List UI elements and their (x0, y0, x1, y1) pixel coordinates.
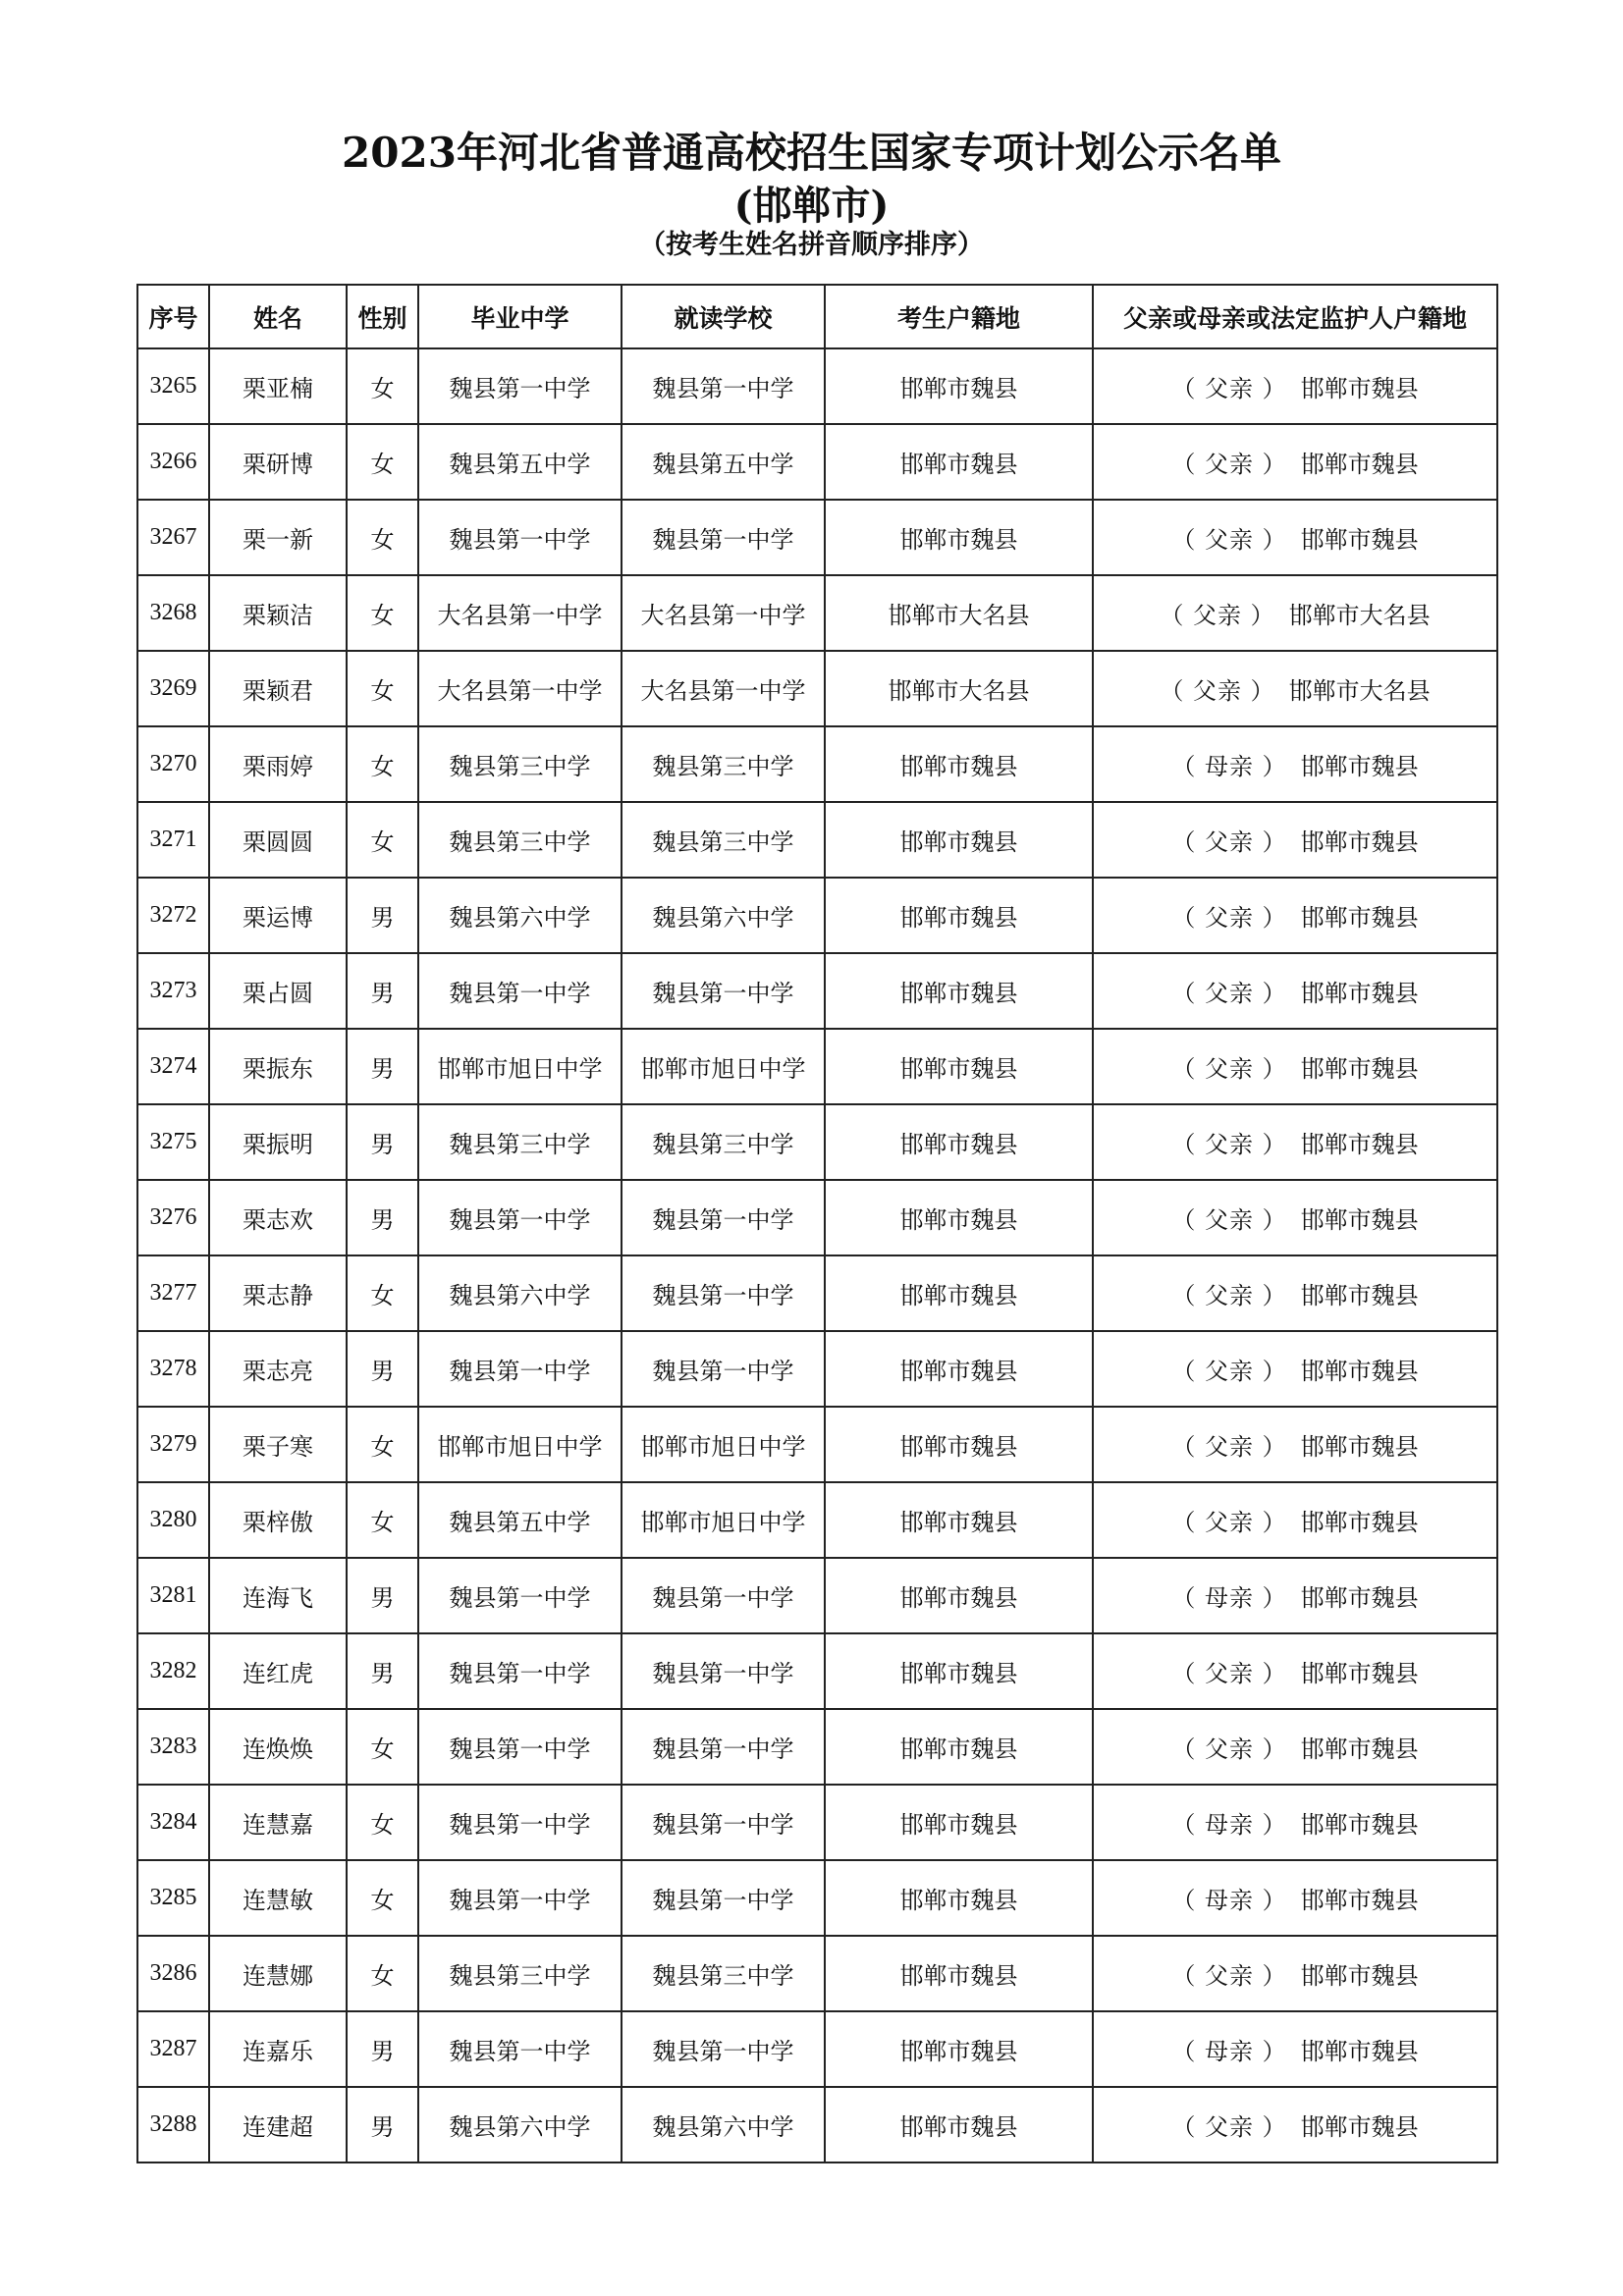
cell-guardian (1093, 1558, 1497, 1633)
cell-guardian (1093, 1407, 1497, 1482)
cell-grad-school: 魏县第一中学 (418, 1709, 622, 1785)
cell-no: 3281 (137, 1558, 209, 1633)
table-row (137, 1029, 1497, 1104)
cell-guardian (1093, 1709, 1497, 1785)
cell-guardian (1093, 1180, 1497, 1255)
cell-no: 3274 (137, 1029, 209, 1104)
guardian-relation: （ 母亲 ） (1171, 1811, 1287, 1839)
cell-grad-school: 魏县第一中学 (418, 2011, 622, 2087)
cell-no: 3272 (137, 878, 209, 953)
guardian-relation: （ 父亲 ） (1171, 1962, 1287, 1990)
cell-no: 3283 (137, 1709, 209, 1785)
cell-residence: 邯郸市大名县 (825, 575, 1093, 651)
cell-name: 栗梓傲 (209, 1482, 347, 1558)
roster-table (136, 284, 1498, 2163)
cell-no: 3266 (137, 424, 209, 500)
cell-residence: 邯郸市魏县 (825, 1255, 1093, 1331)
cell-name: 连嘉乐 (209, 2011, 347, 2087)
cell-no: 3273 (137, 953, 209, 1029)
cell-grad-school: 魏县第六中学 (418, 1255, 622, 1331)
cell-residence: 邯郸市魏县 (825, 1558, 1093, 1633)
cell-gender: 女 (347, 500, 418, 575)
cell-name: 栗子寒 (209, 1407, 347, 1482)
cell-name: 栗志欢 (209, 1180, 347, 1255)
table-row (137, 500, 1497, 575)
cell-guardian (1093, 651, 1497, 726)
col-header-no: 序号 (137, 285, 209, 348)
cell-residence: 邯郸市魏县 (825, 1936, 1093, 2011)
cell-grad-school: 魏县第三中学 (418, 1936, 622, 2011)
cell-name: 栗研博 (209, 424, 347, 500)
cell-grad-school: 大名县第一中学 (418, 651, 622, 726)
cell-residence: 邯郸市魏县 (825, 1785, 1093, 1860)
table-row (137, 2011, 1497, 2087)
cell-gender: 男 (347, 1331, 418, 1407)
guardian-relation: （ 母亲 ） (1171, 2038, 1287, 2065)
guardian-residence: 邯郸市魏县 (1300, 2113, 1419, 2141)
cell-gender: 女 (347, 575, 418, 651)
cell-no: 3284 (137, 1785, 209, 1860)
guardian-relation: （ 父亲 ） (1171, 375, 1287, 402)
cell-residence: 邯郸市魏县 (825, 1482, 1093, 1558)
cell-guardian (1093, 1331, 1497, 1407)
cell-name: 连海飞 (209, 1558, 347, 1633)
cell-name: 连建超 (209, 2087, 347, 2163)
col-header-guardian-residence: 父亲或母亲或法定监护人户籍地 (1093, 285, 1497, 348)
cell-grad-school: 邯郸市旭日中学 (418, 1407, 622, 1482)
guardian-relation: （ 父亲 ） (1171, 1055, 1287, 1083)
guardian-residence: 邯郸市魏县 (1300, 1131, 1419, 1158)
guardian-residence: 邯郸市魏县 (1300, 1433, 1419, 1461)
cell-name: 栗占圆 (209, 953, 347, 1029)
cell-no: 3270 (137, 726, 209, 802)
cell-current-school: 魏县第一中学 (622, 1180, 825, 1255)
guardian-relation: （ 父亲 ） (1171, 1206, 1287, 1234)
guardian-residence: 邯郸市魏县 (1300, 904, 1419, 932)
guardian-relation: （ 父亲 ） (1171, 1509, 1287, 1536)
cell-no: 3278 (137, 1331, 209, 1407)
guardian-relation: （ 母亲 ） (1171, 1584, 1287, 1612)
cell-guardian (1093, 726, 1497, 802)
cell-gender: 男 (347, 953, 418, 1029)
table-row (137, 802, 1497, 878)
cell-no: 3285 (137, 1860, 209, 1936)
cell-guardian (1093, 802, 1497, 878)
cell-gender: 男 (347, 1633, 418, 1709)
cell-name: 栗颖洁 (209, 575, 347, 651)
guardian-residence: 邯郸市魏县 (1300, 753, 1419, 780)
cell-no: 3280 (137, 1482, 209, 1558)
cell-grad-school: 魏县第三中学 (418, 726, 622, 802)
cell-no: 3282 (137, 1633, 209, 1709)
cell-no: 3279 (137, 1407, 209, 1482)
guardian-relation: （ 母亲 ） (1171, 1887, 1287, 1914)
cell-gender: 男 (347, 2087, 418, 2163)
cell-residence: 邯郸市魏县 (825, 1104, 1093, 1180)
cell-residence: 邯郸市魏县 (825, 500, 1093, 575)
cell-grad-school: 魏县第六中学 (418, 2087, 622, 2163)
guardian-residence: 邯郸市魏县 (1300, 2038, 1419, 2065)
cell-current-school: 魏县第五中学 (622, 424, 825, 500)
cell-no: 3277 (137, 1255, 209, 1331)
guardian-residence: 邯郸市魏县 (1300, 526, 1419, 554)
guardian-relation: （ 父亲 ） (1171, 828, 1287, 856)
cell-guardian (1093, 1633, 1497, 1709)
cell-guardian (1093, 878, 1497, 953)
cell-gender: 男 (347, 1558, 418, 1633)
cell-grad-school: 魏县第五中学 (418, 1482, 622, 1558)
table-header-row (137, 285, 1497, 348)
cell-no: 3275 (137, 1104, 209, 1180)
cell-no: 3287 (137, 2011, 209, 2087)
cell-current-school: 魏县第六中学 (622, 878, 825, 953)
table-row (137, 1558, 1497, 1633)
cell-gender: 女 (347, 348, 418, 424)
col-header-name: 姓名 (209, 285, 347, 348)
cell-guardian (1093, 575, 1497, 651)
cell-grad-school: 魏县第一中学 (418, 1633, 622, 1709)
cell-current-school: 魏县第一中学 (622, 1558, 825, 1633)
cell-gender: 女 (347, 1860, 418, 1936)
cell-guardian (1093, 1936, 1497, 2011)
cell-guardian (1093, 424, 1497, 500)
cell-current-school: 魏县第六中学 (622, 2087, 825, 2163)
guardian-relation: （ 父亲 ） (1171, 1131, 1287, 1158)
table-row (137, 348, 1497, 424)
cell-current-school: 魏县第三中学 (622, 1936, 825, 2011)
cell-grad-school: 魏县第三中学 (418, 1104, 622, 1180)
col-header-grad-school: 毕业中学 (418, 285, 622, 348)
guardian-relation: （ 父亲 ） (1171, 1358, 1287, 1385)
cell-current-school: 魏县第一中学 (622, 2011, 825, 2087)
table-row (137, 1785, 1497, 1860)
cell-no: 3267 (137, 500, 209, 575)
cell-grad-school: 魏县第一中学 (418, 1860, 622, 1936)
cell-name: 栗志亮 (209, 1331, 347, 1407)
document-title: 2023年河北省普通高校招生国家专项计划公示名单 (342, 129, 1281, 177)
guardian-residence: 邯郸市魏县 (1300, 1811, 1419, 1839)
guardian-relation: （ 父亲 ） (1171, 526, 1287, 554)
cell-current-school: 大名县第一中学 (622, 575, 825, 651)
table-row (137, 1104, 1497, 1180)
cell-current-school: 魏县第三中学 (622, 1104, 825, 1180)
cell-name: 栗振明 (209, 1104, 347, 1180)
guardian-relation: （ 父亲 ） (1171, 980, 1287, 1007)
guardian-relation: （ 父亲 ） (1160, 602, 1275, 629)
cell-gender: 男 (347, 1180, 418, 1255)
cell-grad-school: 魏县第三中学 (418, 802, 622, 878)
cell-grad-school: 魏县第一中学 (418, 1180, 622, 1255)
guardian-residence: 邯郸市大名县 (1288, 677, 1431, 705)
cell-name: 栗颖君 (209, 651, 347, 726)
cell-name: 栗志静 (209, 1255, 347, 1331)
table-body (137, 348, 1497, 2163)
cell-grad-school: 邯郸市旭日中学 (418, 1029, 622, 1104)
cell-grad-school: 大名县第一中学 (418, 575, 622, 651)
guardian-relation: （ 母亲 ） (1171, 753, 1287, 780)
cell-gender: 女 (347, 651, 418, 726)
guardian-relation: （ 父亲 ） (1160, 677, 1275, 705)
cell-gender: 女 (347, 1482, 418, 1558)
cell-current-school: 魏县第一中学 (622, 953, 825, 1029)
cell-residence: 邯郸市魏县 (825, 1407, 1093, 1482)
cell-current-school: 魏县第三中学 (622, 802, 825, 878)
cell-guardian (1093, 2011, 1497, 2087)
guardian-residence: 邯郸市魏县 (1300, 1509, 1419, 1536)
cell-residence: 邯郸市魏县 (825, 802, 1093, 878)
cell-grad-school: 魏县第六中学 (418, 878, 622, 953)
table-row (137, 1936, 1497, 2011)
cell-current-school: 邯郸市旭日中学 (622, 1029, 825, 1104)
cell-no: 3268 (137, 575, 209, 651)
cell-name: 栗振东 (209, 1029, 347, 1104)
cell-name: 栗圆圆 (209, 802, 347, 878)
cell-gender: 男 (347, 1104, 418, 1180)
cell-residence: 邯郸市魏县 (825, 2011, 1093, 2087)
cell-gender: 女 (347, 802, 418, 878)
cell-grad-school: 魏县第一中学 (418, 1785, 622, 1860)
cell-guardian (1093, 1785, 1497, 1860)
cell-residence: 邯郸市魏县 (825, 1860, 1093, 1936)
guardian-residence: 邯郸市魏县 (1300, 1962, 1419, 1990)
cell-gender: 女 (347, 1709, 418, 1785)
table-row (137, 424, 1497, 500)
col-header-residence: 考生户籍地 (825, 285, 1093, 348)
cell-name: 连慧嘉 (209, 1785, 347, 1860)
cell-no: 3286 (137, 1936, 209, 2011)
table-row (137, 878, 1497, 953)
cell-gender: 女 (347, 1785, 418, 1860)
cell-guardian (1093, 1029, 1497, 1104)
cell-residence: 邯郸市大名县 (825, 651, 1093, 726)
cell-no: 3271 (137, 802, 209, 878)
cell-name: 连红虎 (209, 1633, 347, 1709)
table-row (137, 1331, 1497, 1407)
guardian-residence: 邯郸市魏县 (1300, 1584, 1419, 1612)
cell-name: 连焕焕 (209, 1709, 347, 1785)
cell-current-school: 魏县第一中学 (622, 1633, 825, 1709)
cell-name: 栗雨婷 (209, 726, 347, 802)
cell-guardian (1093, 2087, 1497, 2163)
guardian-relation: （ 父亲 ） (1171, 1660, 1287, 1687)
cell-gender: 女 (347, 726, 418, 802)
cell-residence: 邯郸市魏县 (825, 878, 1093, 953)
cell-residence: 邯郸市魏县 (825, 424, 1093, 500)
cell-current-school: 大名县第一中学 (622, 651, 825, 726)
cell-guardian (1093, 500, 1497, 575)
cell-grad-school: 魏县第一中学 (418, 1331, 622, 1407)
guardian-relation: （ 父亲 ） (1171, 1433, 1287, 1461)
cell-guardian (1093, 953, 1497, 1029)
document-city: (邯郸市) (733, 183, 890, 229)
guardian-residence: 邯郸市魏县 (1300, 828, 1419, 856)
cell-residence: 邯郸市魏县 (825, 1633, 1093, 1709)
guardian-relation: （ 父亲 ） (1171, 904, 1287, 932)
table-row (137, 1255, 1497, 1331)
cell-gender: 男 (347, 2011, 418, 2087)
cell-residence: 邯郸市魏县 (825, 1180, 1093, 1255)
table-row (137, 1860, 1497, 1936)
cell-residence: 邯郸市魏县 (825, 1029, 1093, 1104)
table-row (137, 651, 1497, 726)
table-row (137, 953, 1497, 1029)
guardian-residence: 邯郸市魏县 (1300, 1358, 1419, 1385)
cell-guardian (1093, 1104, 1497, 1180)
col-header-current-school: 就读学校 (622, 285, 825, 348)
cell-no: 3288 (137, 2087, 209, 2163)
cell-gender: 女 (347, 1255, 418, 1331)
cell-current-school: 魏县第三中学 (622, 726, 825, 802)
cell-current-school: 魏县第一中学 (622, 348, 825, 424)
cell-residence: 邯郸市魏县 (825, 726, 1093, 802)
cell-residence: 邯郸市魏县 (825, 1709, 1093, 1785)
table-row (137, 2087, 1497, 2163)
cell-gender: 女 (347, 424, 418, 500)
cell-name: 连慧娜 (209, 1936, 347, 2011)
cell-grad-school: 魏县第五中学 (418, 424, 622, 500)
cell-grad-school: 魏县第一中学 (418, 500, 622, 575)
cell-grad-school: 魏县第一中学 (418, 953, 622, 1029)
cell-current-school: 魏县第一中学 (622, 500, 825, 575)
guardian-relation: （ 父亲 ） (1171, 1735, 1287, 1763)
cell-guardian (1093, 1860, 1497, 1936)
table-row (137, 575, 1497, 651)
guardian-residence: 邯郸市魏县 (1300, 375, 1419, 402)
cell-name: 栗一新 (209, 500, 347, 575)
guardian-relation: （ 父亲 ） (1171, 1282, 1287, 1309)
guardian-residence: 邯郸市魏县 (1300, 980, 1419, 1007)
guardian-residence: 邯郸市大名县 (1288, 602, 1431, 629)
guardian-residence: 邯郸市魏县 (1300, 451, 1419, 478)
cell-guardian (1093, 348, 1497, 424)
cell-current-school: 魏县第一中学 (622, 1860, 825, 1936)
cell-gender: 男 (347, 878, 418, 953)
guardian-residence: 邯郸市魏县 (1300, 1055, 1419, 1083)
cell-current-school: 邯郸市旭日中学 (622, 1407, 825, 1482)
table-row (137, 726, 1497, 802)
cell-residence: 邯郸市魏县 (825, 1331, 1093, 1407)
guardian-residence: 邯郸市魏县 (1300, 1206, 1419, 1234)
cell-guardian (1093, 1482, 1497, 1558)
cell-gender: 女 (347, 1936, 418, 2011)
cell-gender: 男 (347, 1029, 418, 1104)
table-row (137, 1709, 1497, 1785)
guardian-residence: 邯郸市魏县 (1300, 1282, 1419, 1309)
cell-name: 连慧敏 (209, 1860, 347, 1936)
cell-residence: 邯郸市魏县 (825, 348, 1093, 424)
cell-grad-school: 魏县第一中学 (418, 348, 622, 424)
cell-current-school: 魏县第一中学 (622, 1255, 825, 1331)
guardian-relation: （ 父亲 ） (1171, 2113, 1287, 2141)
cell-residence: 邯郸市魏县 (825, 2087, 1093, 2163)
table-row (137, 1407, 1497, 1482)
guardian-residence: 邯郸市魏县 (1300, 1660, 1419, 1687)
cell-grad-school: 魏县第一中学 (418, 1558, 622, 1633)
guardian-residence: 邯郸市魏县 (1300, 1735, 1419, 1763)
cell-current-school: 魏县第一中学 (622, 1785, 825, 1860)
col-header-gender: 性别 (347, 285, 418, 348)
cell-current-school: 邯郸市旭日中学 (622, 1482, 825, 1558)
table-row (137, 1633, 1497, 1709)
table-row (137, 1180, 1497, 1255)
cell-gender: 女 (347, 1407, 418, 1482)
guardian-relation: （ 父亲 ） (1171, 451, 1287, 478)
cell-no: 3269 (137, 651, 209, 726)
cell-no: 3265 (137, 348, 209, 424)
cell-name: 栗运博 (209, 878, 347, 953)
table-row (137, 1482, 1497, 1558)
sort-note: （按考生姓名拼音顺序排序） (639, 230, 984, 260)
cell-residence: 邯郸市魏县 (825, 953, 1093, 1029)
guardian-residence: 邯郸市魏县 (1300, 1887, 1419, 1914)
cell-guardian (1093, 1255, 1497, 1331)
cell-current-school: 魏县第一中学 (622, 1331, 825, 1407)
cell-name: 栗亚楠 (209, 348, 347, 424)
cell-no: 3276 (137, 1180, 209, 1255)
cell-current-school: 魏县第一中学 (622, 1709, 825, 1785)
